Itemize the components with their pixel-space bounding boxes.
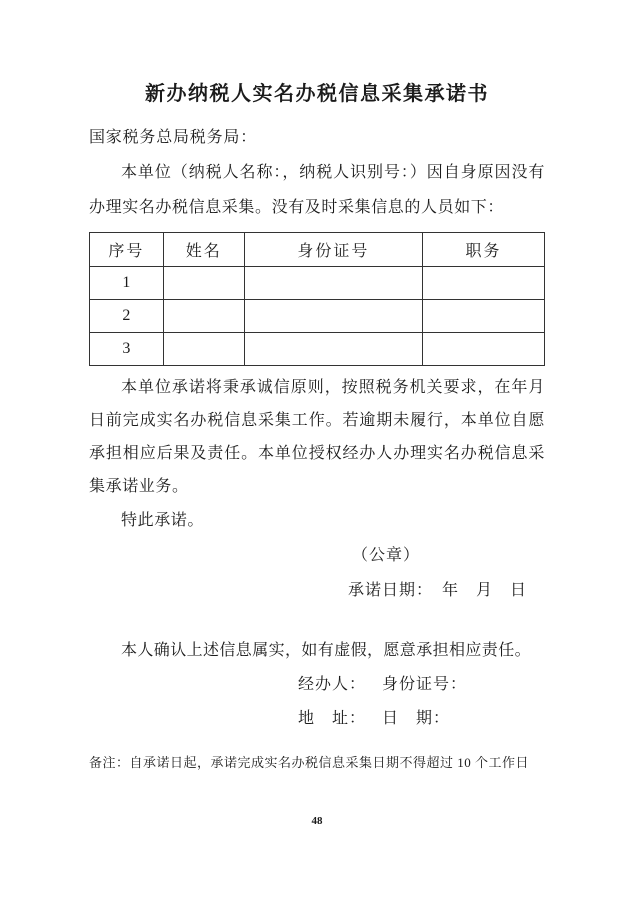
document-title: 新办纳税人实名办税信息采集承诺书 (145, 83, 489, 105)
cell-seq: 1 (90, 267, 164, 300)
cell-seq: 2 (90, 300, 164, 333)
personnel-table (89, 232, 545, 366)
column-header-seq: 序号 (90, 233, 164, 267)
commitment-paragraph: 本单位承诺将秉承诚信原则，按照税务机关要求，在年月日前完成实名办税信息采集工作。若逾期未履行，本单位自愿承担相应后果及责任。本单位授权经办人办理实名办税信息采集承诺业务。 (89, 379, 545, 495)
cell-seq: 3 (90, 333, 164, 366)
agent-label: 经办人： (298, 676, 367, 693)
remark-note: 备注：自承诺日起，承诺完成实名办税信息采集日期不得超过 10 个工作日 (89, 755, 530, 770)
column-header-name: 姓名 (163, 233, 244, 267)
agent-signature-row (298, 668, 545, 702)
cell-position (423, 333, 545, 366)
cell-id-number (244, 300, 422, 333)
official-seal-label: （公章） (352, 547, 421, 564)
table-row (90, 300, 545, 333)
cell-name (163, 333, 244, 366)
address-date-row (298, 702, 545, 736)
cell-id-number (244, 333, 422, 366)
cell-name (163, 300, 244, 333)
closing-statement: 特此承诺。 (121, 512, 205, 529)
cell-position (423, 267, 545, 300)
address-label: 地 址： (298, 710, 367, 727)
intro-paragraph: 本单位（纳税人名称：，纳税人识别号：）因自身原因没有办理实名办税信息采集。没有及时采集信息的人员如下： (89, 164, 545, 216)
cell-position (423, 300, 545, 333)
commitment-date-line: 承诺日期： 年 月 日 (348, 582, 528, 599)
agent-id-label: 身份证号： (382, 676, 468, 693)
page-number: 48 (311, 815, 323, 827)
table-header-row (90, 233, 545, 267)
salutation: 国家税务总局税务局： (89, 129, 258, 146)
cell-id-number (244, 267, 422, 300)
table-row (90, 267, 545, 300)
column-header-position: 职务 (423, 233, 545, 267)
column-header-id-number: 身份证号 (244, 233, 422, 267)
confirmation-statement: 本人确认上述信息属实，如有虚假，愿意承担相应责任。 (121, 642, 532, 659)
cell-name (163, 267, 244, 300)
date-label: 日 期： (382, 710, 451, 727)
table-row (90, 333, 545, 366)
